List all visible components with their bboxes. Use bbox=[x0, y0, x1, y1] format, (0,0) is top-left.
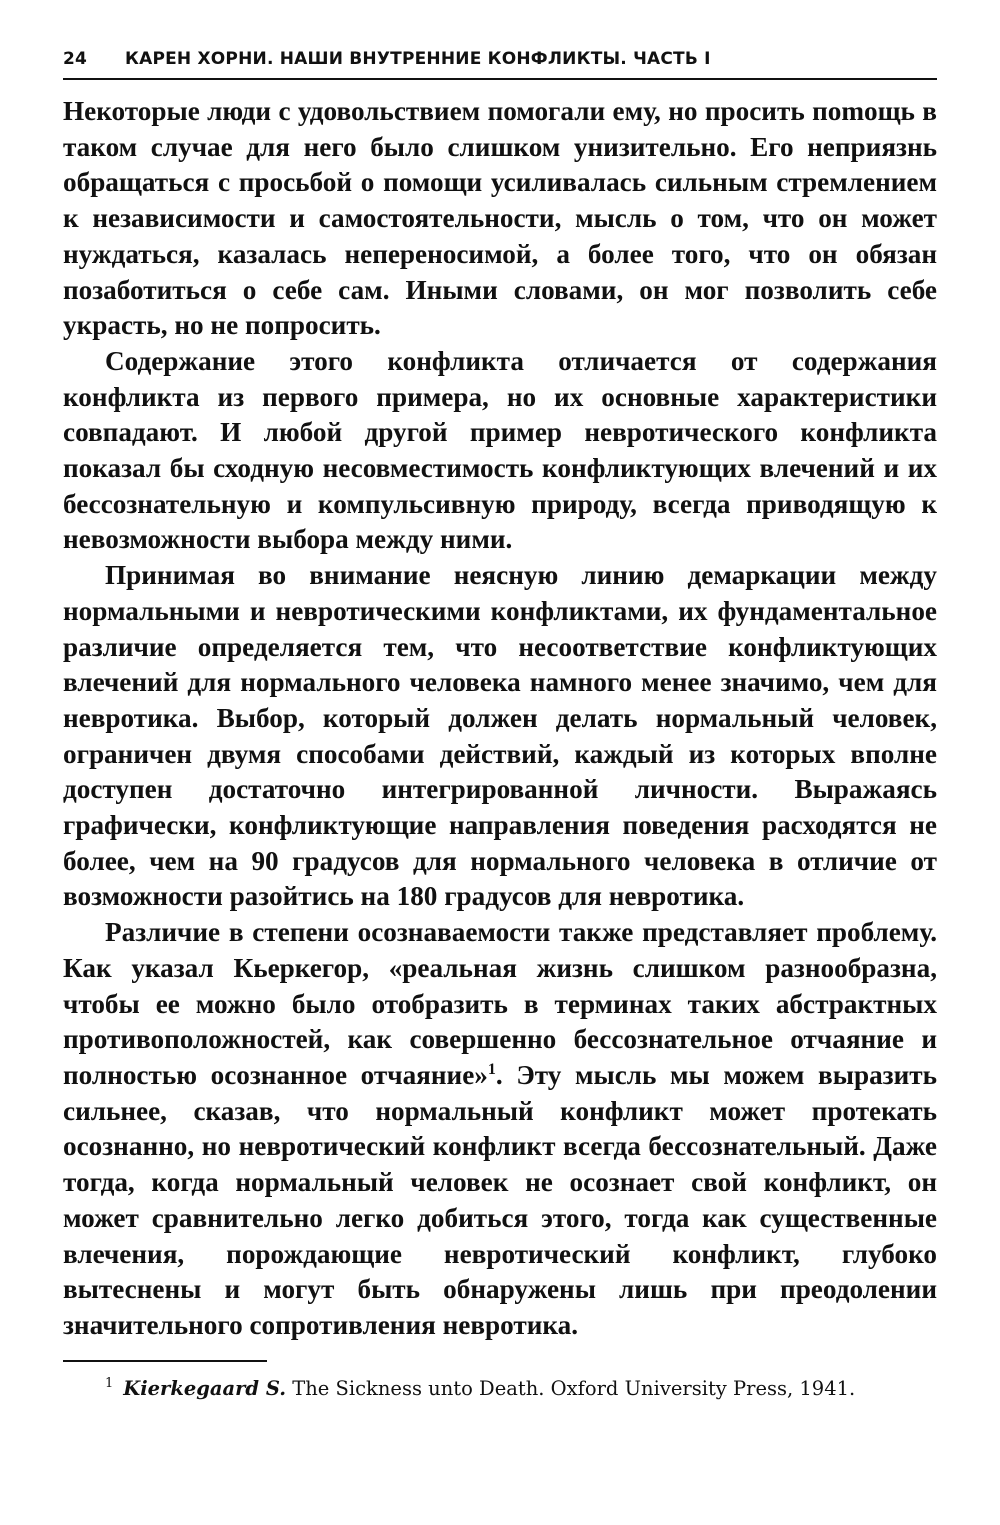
running-header bbox=[63, 48, 937, 70]
paragraph-3: Принимая во внимание неясную линию демаркации между нормальными и невротическими конфликтами, их фундаментальное различие определяется тем, что несоответствие конфликтующих влечений для нормального человека намного менее значимо, чем для невротика. Выбор, который должен делать нормальный человек, ограничен двумя способами действий, каждый из которых вполне доступен достаточно интегрированной личности. Выражаясь графически, конфликтующие направления поведения расходятся не более, чем на 90 градусов для нормального человека в отличие от возможности разойтись на 180 градусов для невротика. bbox=[63, 560, 937, 912]
page-number: 24 bbox=[63, 49, 88, 69]
paragraph-4 bbox=[63, 915, 937, 1343]
footnote-text: The Sickness unto Death. Oxford University Press, 1941. bbox=[292, 1376, 856, 1400]
paragraph-4-text-before-note: Различие в степени осознаваемости также представляет проблему. Как указал Кьеркегор, «реальная жизнь слишком разнообразна, чтобы ее можно было отобразить в терминах таких абстрактных противоположностей, как совершенно бессознательное отчаяние и полностью осознанное отчаяние» bbox=[63, 917, 937, 1090]
book-page bbox=[63, 48, 937, 1402]
header-rule bbox=[63, 78, 937, 80]
body-text bbox=[63, 94, 937, 1344]
footnote bbox=[63, 1376, 937, 1402]
paragraph-2: Содержание этого конфликта отличается от содержания конфликта из первого примера, но их основные характеристики совпадают. И любой другой пример невротического конфликта показал бы сходную несовместимость конфликтующих влечений и их бессознательную и компульсивную природу, всегда приводящую к невозможности выбора между ними. bbox=[63, 345, 937, 555]
running-title: КАРЕН ХОРНИ. НАШИ ВНУТРЕННИЕ КОНФЛИКТЫ. ЧАСТЬ I bbox=[125, 49, 711, 69]
footnote-marker: 1 bbox=[105, 1376, 114, 1392]
footnote-reference[interactable]: 1 bbox=[487, 1060, 496, 1078]
paragraph-1: Некоторые люди с удовольствием помогали ему, но просить поmощь в таком случае для него было слишком унизительно. Его неприязнь обращаться с просьбой о помощи усиливалась сильным стремлением к независимости и самостоятельности, мысль о том, что он может нуждаться, казалась непереносимой, а более того, что он обязан позаботиться о себе сам. Иными словами, он мог позволить себе украсть, но не попросить. bbox=[63, 96, 937, 341]
footnote-rule bbox=[63, 1360, 267, 1362]
paragraph-4-text-after-note: . Эту мысль мы можем выразить сильнее, сказав, что нормальный конфликт может протекать осознанно, но невротический конфликт всегда бессознательный. Даже тогда, когда нормальный человек не осознает свой конфликт, он может сравнительно легко добиться этого, тогда как существенные влечения, порождающие невротический конфликт, глубоко вытеснены и могут быть обнаружены лишь при преодолении значительного сопротивления невротика. bbox=[63, 1059, 937, 1340]
footnote-author: Kierkegaard S. bbox=[123, 1376, 287, 1400]
